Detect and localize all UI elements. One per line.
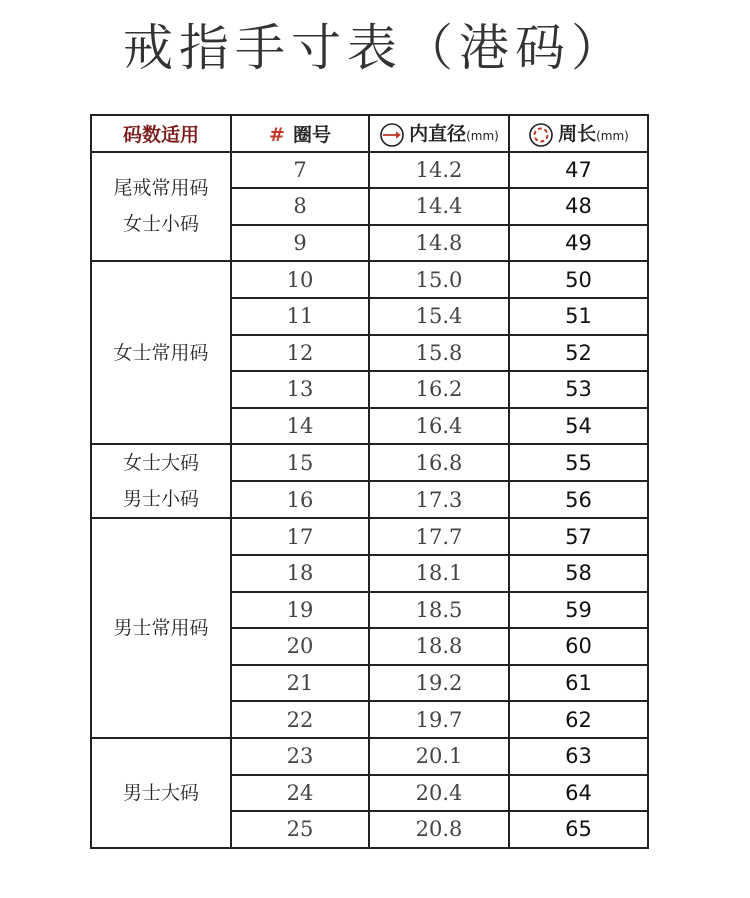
circumference-cell: 57 (509, 518, 648, 555)
table-header-row (91, 115, 648, 152)
usage-group-label: 男士常用码 (113, 617, 209, 640)
usage-group-label: 女士常用码 (113, 341, 209, 364)
size-cell: 19 (231, 592, 369, 629)
size-cell: 14 (231, 408, 369, 445)
circumference-cell: 56 (509, 481, 648, 518)
circumference-cell: 54 (509, 408, 648, 445)
diameter-cell: 15.4 (369, 298, 509, 335)
size-cell: 17 (231, 518, 369, 555)
diameter-cell: 14.2 (369, 152, 509, 189)
size-cell: 20 (231, 628, 369, 665)
diameter-cell: 14.8 (369, 225, 509, 262)
size-cell: 11 (231, 298, 369, 335)
header-usage-label: 码数适用 (122, 123, 199, 146)
size-cell: 24 (231, 775, 369, 812)
size-cell: 22 (231, 701, 369, 738)
table-row (91, 738, 648, 775)
diameter-cell: 16.4 (369, 408, 509, 445)
table-row (91, 518, 648, 555)
circle-arrow-icon (379, 122, 405, 148)
circumference-cell: 60 (509, 628, 648, 665)
header-circumference-label: 周长 (558, 123, 597, 146)
circumference-cell: 50 (509, 261, 648, 298)
header-usage (91, 115, 231, 152)
size-cell: 16 (231, 481, 369, 518)
diameter-cell: 17.7 (369, 518, 509, 555)
circumference-cell: 49 (509, 225, 648, 262)
circumference-cell: 48 (509, 188, 648, 225)
circumference-cell: 65 (509, 811, 648, 848)
circumference-cell: 59 (509, 592, 648, 629)
size-cell: 12 (231, 335, 369, 372)
diameter-cell: 17.3 (369, 481, 509, 518)
size-cell: 25 (231, 811, 369, 848)
diameter-cell: 18.1 (369, 555, 509, 592)
circumference-cell: 47 (509, 152, 648, 189)
size-cell: 13 (231, 371, 369, 408)
usage-group-label: 尾戒常用码 (113, 177, 209, 200)
usage-group-label: 女士大码 (122, 452, 199, 475)
usage-group-cell (91, 152, 231, 262)
diameter-cell: 15.0 (369, 261, 509, 298)
circumference-cell: 52 (509, 335, 648, 372)
table-row (91, 444, 648, 481)
page-title: 戒指手寸表（港码） (123, 19, 627, 77)
usage-group-cell (91, 738, 231, 848)
circumference-cell: 53 (509, 371, 648, 408)
circumference-cell: 58 (509, 555, 648, 592)
usage-group-cell (91, 444, 231, 518)
circumference-cell: 64 (509, 775, 648, 812)
size-cell: 15 (231, 444, 369, 481)
circumference-cell: 51 (509, 298, 648, 335)
header-diameter (369, 115, 509, 152)
header-circumference (509, 115, 648, 152)
diameter-cell: 20.1 (369, 738, 509, 775)
usage-group-label: 男士大码 (122, 781, 199, 804)
diameter-cell: 14.4 (369, 188, 509, 225)
ring-size-table (90, 114, 649, 849)
usage-group-cell (91, 261, 231, 444)
circumference-cell: 62 (509, 701, 648, 738)
header-size-no (231, 115, 369, 152)
table-body (91, 152, 648, 848)
diameter-cell: 20.4 (369, 775, 509, 812)
hash-symbol: # (269, 123, 285, 146)
usage-group-label: 男士小码 (122, 488, 199, 511)
header-size-no-label: 圈号 (292, 123, 331, 146)
diameter-cell: 16.2 (369, 371, 509, 408)
diameter-cell: 19.7 (369, 701, 509, 738)
diameter-cell: 20.8 (369, 811, 509, 848)
usage-group-label: 女士小码 (122, 213, 199, 236)
size-cell: 9 (231, 225, 369, 262)
size-cell: 7 (231, 152, 369, 189)
header-diameter-label: 内直径 (409, 123, 467, 146)
size-cell: 10 (231, 261, 369, 298)
diameter-cell: 18.5 (369, 592, 509, 629)
diameter-cell: 16.8 (369, 444, 509, 481)
circumference-cell: 55 (509, 444, 648, 481)
header-circumference-unit: (mm) (596, 129, 629, 144)
dashed-circle-icon (528, 122, 554, 148)
header-diameter-unit: (mm) (466, 129, 499, 144)
size-cell: 8 (231, 188, 369, 225)
diameter-cell: 15.8 (369, 335, 509, 372)
table-row (91, 261, 648, 298)
table-row (91, 152, 648, 189)
circumference-cell: 63 (509, 738, 648, 775)
usage-group-cell (91, 518, 231, 738)
diameter-cell: 19.2 (369, 665, 509, 702)
size-cell: 18 (231, 555, 369, 592)
diameter-cell: 18.8 (369, 628, 509, 665)
size-cell: 23 (231, 738, 369, 775)
size-cell: 21 (231, 665, 369, 702)
circumference-cell: 61 (509, 665, 648, 702)
